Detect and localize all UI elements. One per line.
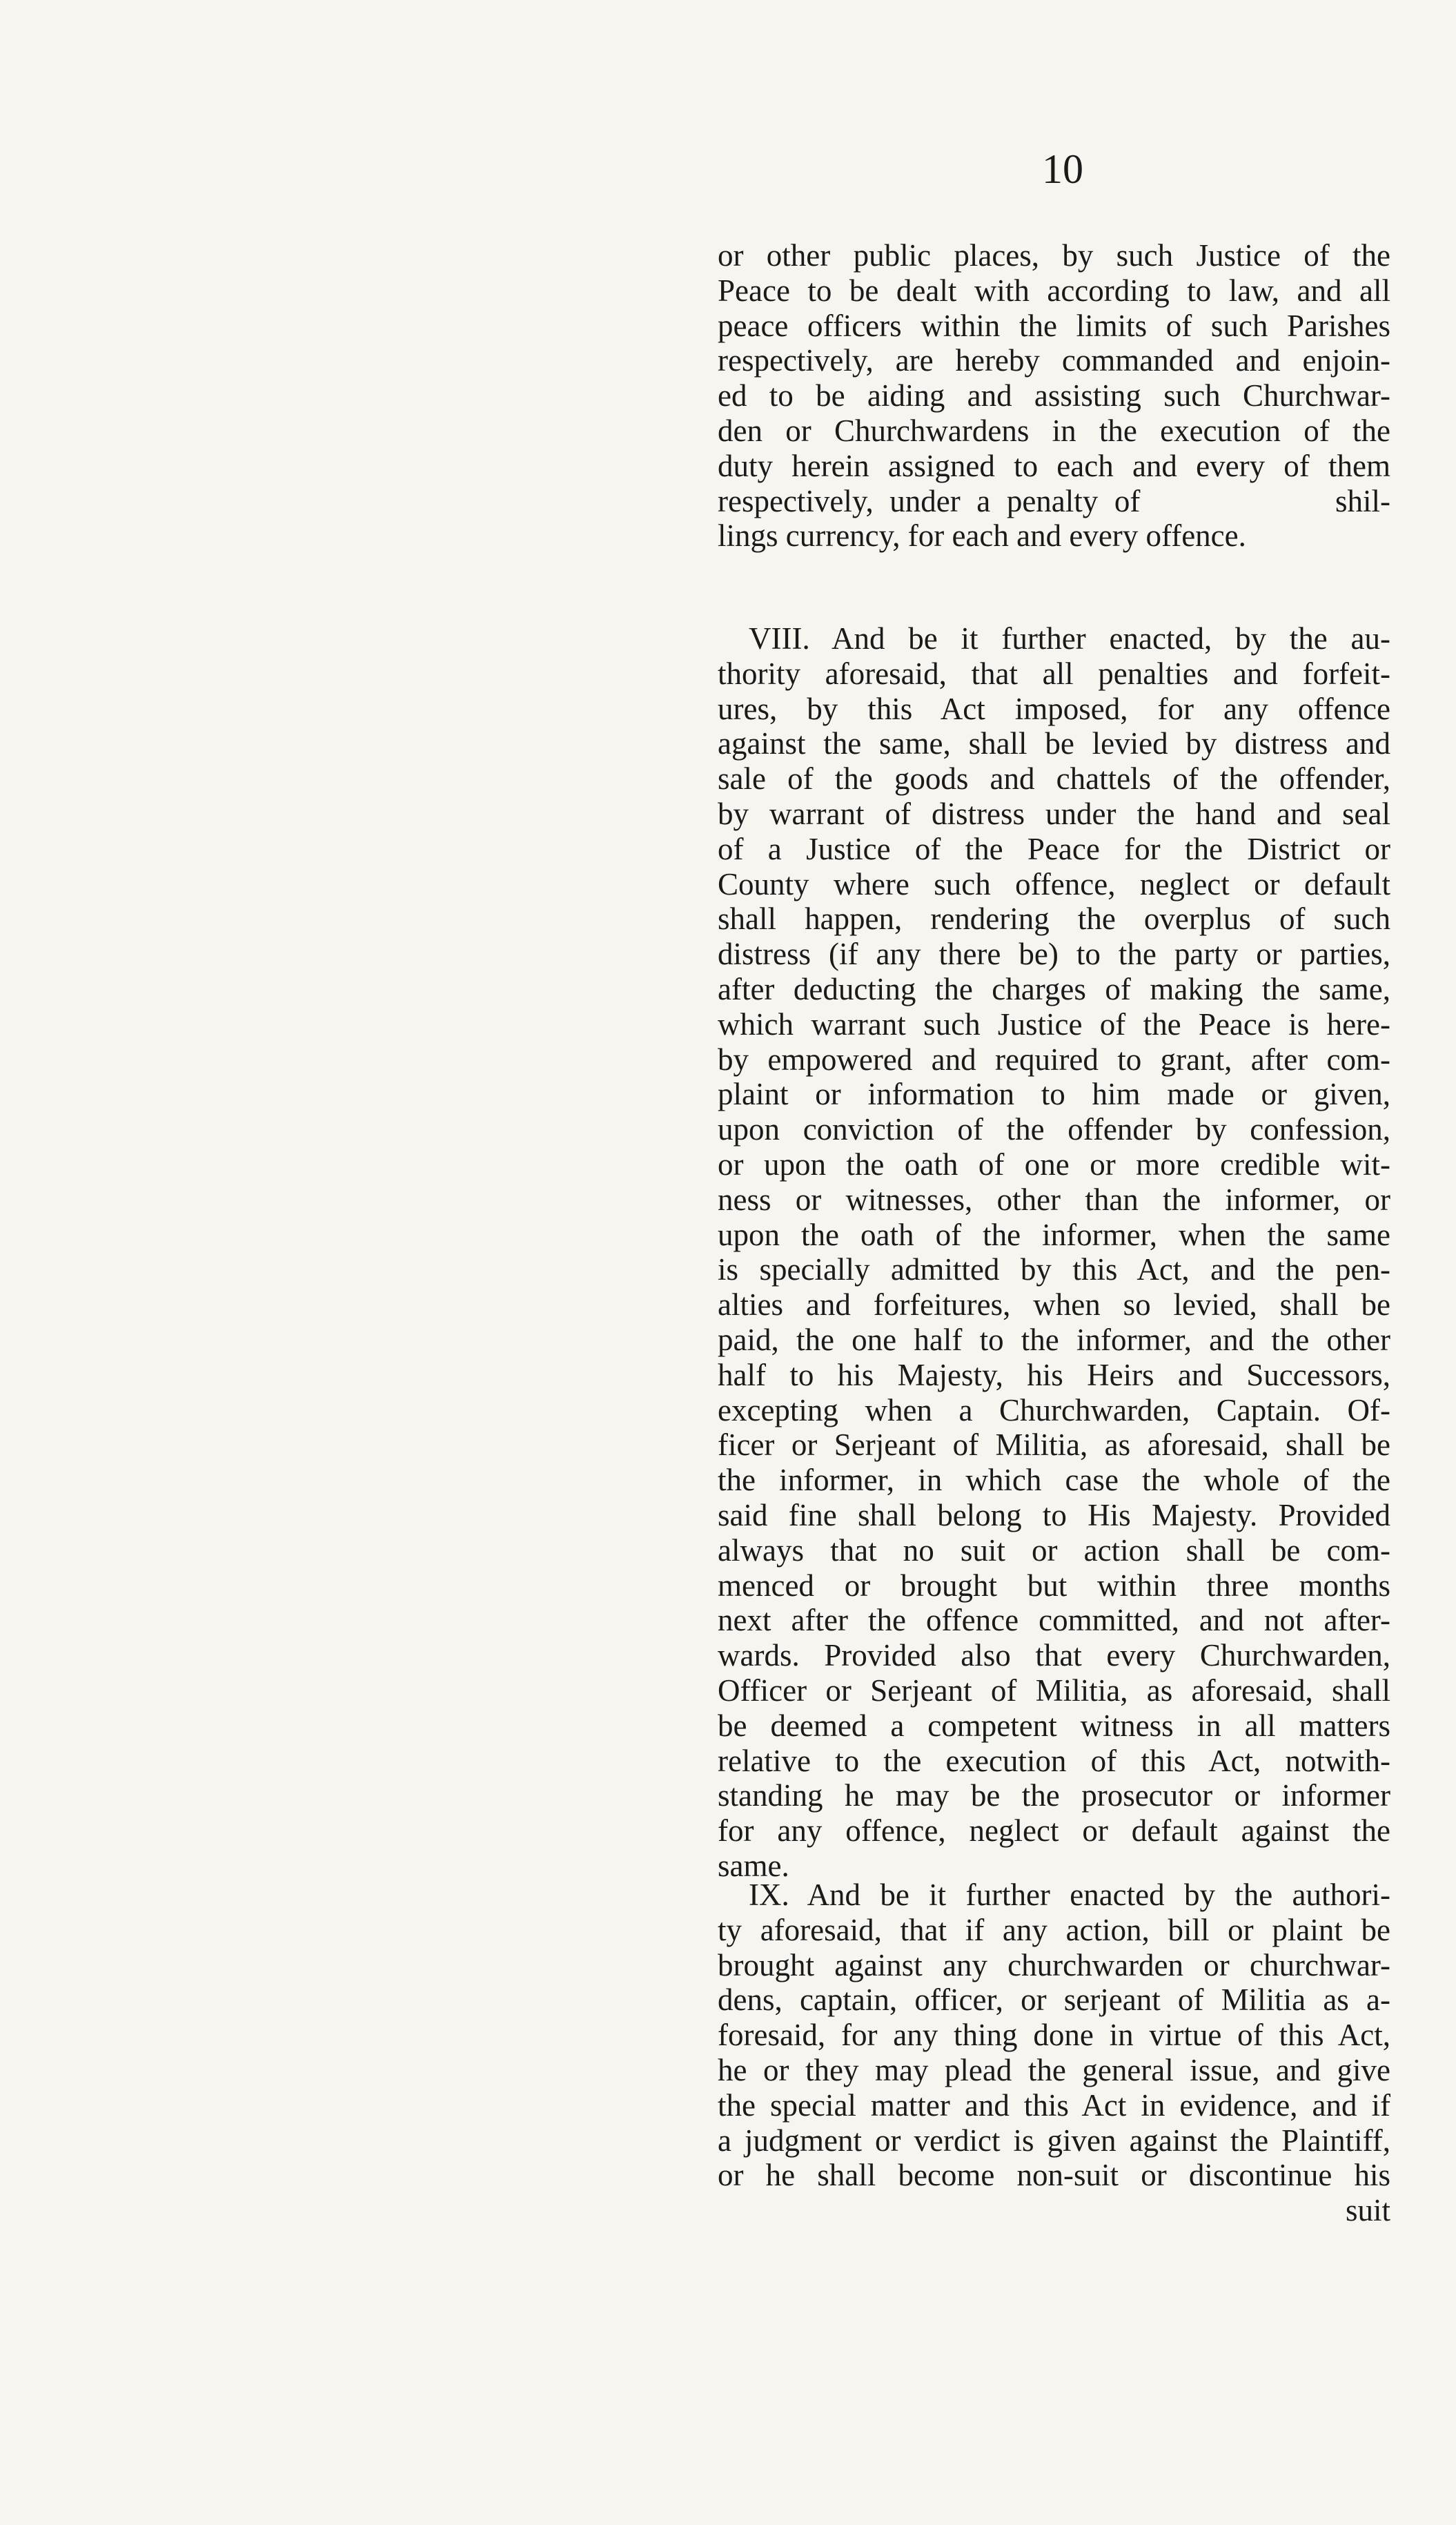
text-line: dens, captain, officer, or serjeant of Militia as a- [718, 1982, 1390, 2018]
text-line: be deemed a competent witness in all matters [718, 1708, 1390, 1743]
text-line: upon conviction of the offender by confession, [718, 1112, 1390, 1147]
text-line: respectively, are hereby commanded and enjoin- [718, 343, 1390, 378]
text-line: after deducting the charges of making the same, [718, 971, 1390, 1006]
section-viii-first-line: VIII. And be it further enacted, by the au- [749, 621, 1390, 656]
text-line: excepting when a Churchwarden, Captain. Of- [718, 1392, 1390, 1427]
text-line: standing he may be the prosecutor or informer [718, 1778, 1390, 1813]
text-line: respectively, under a penalty of shil- [718, 483, 1390, 518]
section-ix-paragraph [718, 1878, 1390, 2228]
text-line: the informer, in which case the whole of the [718, 1463, 1390, 1498]
text-line: ty aforesaid, that if any action, bill or plaint be [718, 1912, 1390, 1947]
text-line: next after the offence committed, and not after- [718, 1603, 1390, 1638]
text-line: paid, the one half to the informer, and the other [718, 1322, 1390, 1357]
text-line: lings currency, for each and every offence. [718, 518, 1246, 554]
text-line: wards. Provided also that every Churchwarden, [718, 1638, 1390, 1673]
text-line: ficer or Serjeant of Militia, as aforesaid, shall be [718, 1427, 1390, 1463]
section-viii-paragraph [718, 621, 1390, 1884]
text-line: he or they may plead the general issue, and give [718, 2052, 1390, 2087]
text-line: or he shall become non-suit or discontinue his [718, 2158, 1390, 2193]
text-line: shall happen, rendering the overplus of such [718, 901, 1390, 937]
catchword: suit [1345, 2193, 1390, 2228]
text-line: ness or witnesses, other than the informer, or [718, 1182, 1390, 1217]
text-line: peace officers within the limits of such Parishes [718, 308, 1390, 343]
text-line: Peace to be dealt with according to law, and all [718, 273, 1390, 308]
text-line: thority aforesaid, that all penalties and forfeit- [718, 656, 1390, 691]
text-line: menced or brought but within three months [718, 1568, 1390, 1603]
text-line: alties and forfeitures, when so levied, shall be [718, 1287, 1390, 1323]
text-line: den or Churchwardens in the execution of the [718, 413, 1390, 448]
text-line: a judgment or verdict is given against the Plaintiff, [718, 2123, 1390, 2158]
text-line: by empowered and required to grant, after com- [718, 1042, 1390, 1077]
text-line: the special matter and this Act in evidence, and if [718, 2087, 1390, 2123]
text-line: ures, by this Act imposed, for any offence [718, 691, 1390, 726]
text-line: sale of the goods and chattels of the offender, [718, 761, 1390, 797]
continuation-paragraph [718, 238, 1390, 554]
text-line: upon the oath of the informer, when the same [718, 1217, 1390, 1252]
text-line: brought against any churchwarden or churchwar- [718, 1947, 1390, 1982]
text-line: always that no suit or action shall be com- [718, 1532, 1390, 1568]
section-ix-first-line: IX. And be it further enacted by the authori- [749, 1878, 1390, 1912]
text-line: duty herein assigned to each and every of them [718, 448, 1390, 483]
text-line: same. [718, 1848, 789, 1883]
text-line: which warrant such Justice of the Peace is here- [718, 1006, 1390, 1042]
page-number: 10 [1042, 146, 1083, 192]
text-line: or other public places, by such Justice of the [718, 238, 1390, 273]
text-line: half to his Majesty, his Heirs and Successors, [718, 1357, 1390, 1392]
text-line: against the same, shall be levied by distress and [718, 726, 1390, 761]
text-line: said fine shall belong to His Majesty. Provided [718, 1497, 1390, 1532]
text-line: relative to the execution of this Act, notwith- [718, 1743, 1390, 1778]
text-line: of a Justice of the Peace for the District or [718, 831, 1390, 866]
text-line: is specially admitted by this Act, and the pen- [718, 1252, 1390, 1287]
text-line: plaint or information to him made or given, [718, 1077, 1390, 1112]
text-line: Officer or Serjeant of Militia, as aforesaid, shall [718, 1673, 1390, 1708]
text-line: County where such offence, neglect or default [718, 866, 1390, 901]
text-line: by warrant of distress under the hand and seal [718, 796, 1390, 831]
text-line: for any offence, neglect or default against the [718, 1813, 1390, 1849]
text-line: foresaid, for any thing done in virtue of this Act, [718, 2018, 1390, 2053]
text-line: distress (if any there be) to the party or parties, [718, 937, 1390, 972]
text-line: or upon the oath of one or more credible wit- [718, 1147, 1390, 1182]
text-line: ed to be aiding and assisting such Churchwar- [718, 378, 1390, 413]
